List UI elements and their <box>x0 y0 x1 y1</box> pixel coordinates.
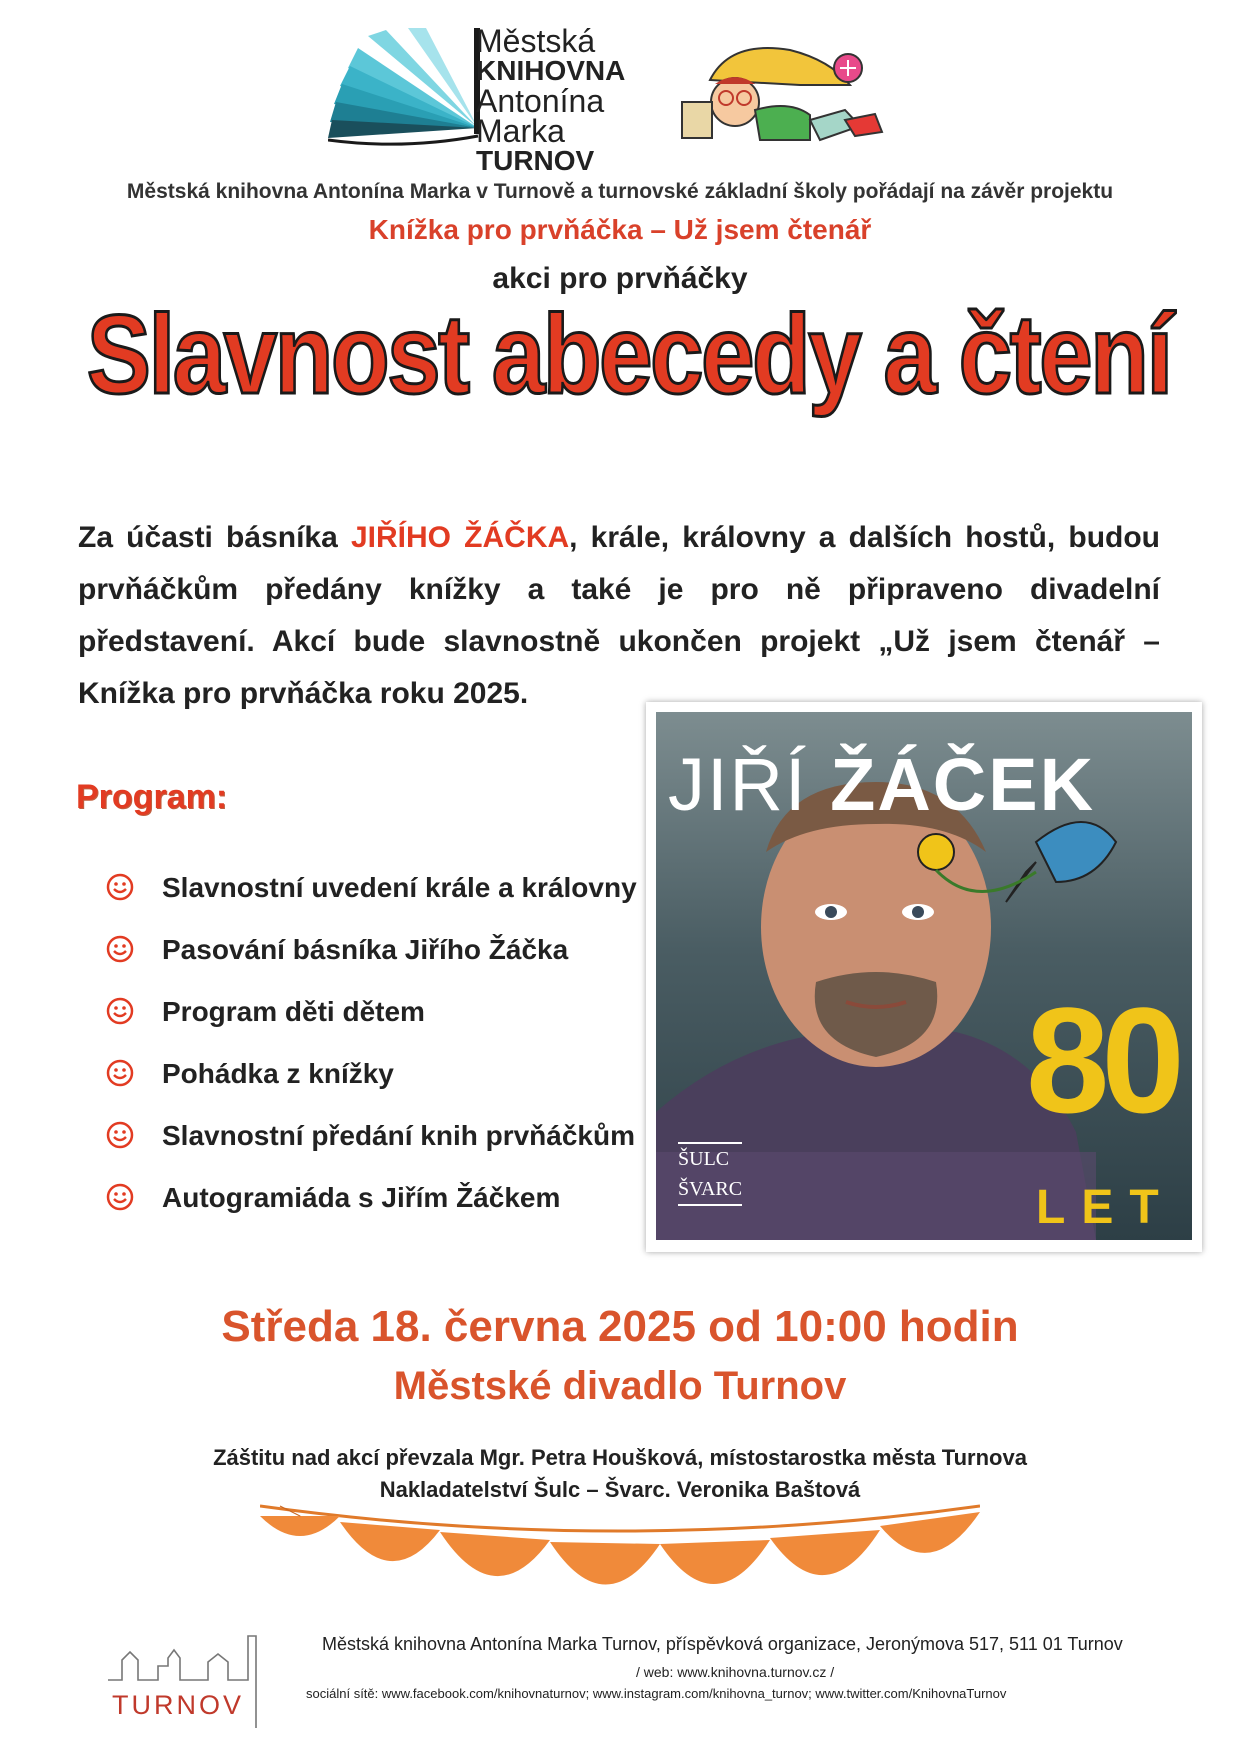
program-item <box>106 1058 394 1098</box>
cover-first-name: JIŘÍ <box>668 743 808 826</box>
cover-title <box>668 742 1095 827</box>
event-description <box>78 512 1160 720</box>
event-venue: Městské divadlo Turnov <box>393 1364 847 1408</box>
program-item <box>106 934 568 974</box>
program-item <box>106 1120 635 1160</box>
program-item <box>106 872 637 912</box>
garland-decoration <box>260 1496 980 1628</box>
logo-line: Městská <box>476 23 596 59</box>
patronage-line: Záštitu nad akcí převzala Mgr. Petra Houšková, místostarostka města Turnova <box>213 1445 1027 1470</box>
footer-web[interactable]: / web: www.knihovna.turnov.cz / <box>636 1664 835 1680</box>
logo-line: KNIHOVNA <box>476 55 626 86</box>
footer-social-links[interactable]: sociální sítě: www.facebook.com/knihovnaturnov; www.instagram.com/knihovna_turnov; www.twitter.com/KnihovnaTurnov <box>306 1686 1007 1701</box>
program-item <box>106 996 425 1036</box>
description-text: , krále, královny a dalších hostů, budou prvňáčkům předány knížky a také je pro ně připraveno divadelní představení. Akcí bude slavnostně ukončen projekt „Už jsem čtenář – Knížka pro prvňáčka roku 2025. <box>78 521 1161 710</box>
smiley-icon <box>106 935 134 963</box>
cover-let: LET <box>1036 1181 1175 1234</box>
audience-text: akci pro prvňáčky <box>492 262 748 295</box>
book-cover <box>656 712 1192 1240</box>
publisher-line: ŠULC <box>678 1148 730 1170</box>
logo-line: TURNOV <box>476 145 595 176</box>
cover-years: 80 <box>1026 976 1177 1144</box>
event-title: Slavnost abecedy a čtení <box>86 292 1171 417</box>
poet-name-highlight: JIŘÍHO ŽÁČKA <box>350 521 570 554</box>
intro-text: Městská knihovna Antonína Marka v Turnově a turnovské základní školy pořádají na závěr projektu <box>126 180 1114 203</box>
publisher-logo <box>678 1142 742 1206</box>
program-item <box>106 1182 560 1222</box>
event-date: Středa 18. června 2025 od 10:00 hodin <box>221 1302 1019 1351</box>
cover-last-name: ŽÁČEK <box>830 743 1096 826</box>
program-item-label: Pohádka z knížky <box>162 1058 394 1089</box>
reading-gnome-illustration <box>660 40 890 150</box>
logo-line: Marka <box>476 113 565 149</box>
turnov-logo-text: TURNOV <box>112 1690 244 1720</box>
patronage-line: Nakladatelství Šulc – Švarc. Veronika Baštová <box>379 1477 861 1502</box>
project-name: Knížka pro prvňáčka – Už jsem čtenář <box>368 214 872 245</box>
program-item-label: Program děti dětem <box>162 996 425 1027</box>
program-item-label: Pasování básníka Jiřího Žáčka <box>162 934 569 965</box>
smiley-icon <box>106 1121 134 1149</box>
smiley-icon <box>106 1059 134 1087</box>
description-text: Za účasti básníka <box>78 521 351 554</box>
program-item-label: Autogramiáda s Jiřím Žáčkem <box>162 1182 561 1213</box>
program-heading: Program: <box>76 778 228 816</box>
logo-line: Antonína <box>476 83 605 119</box>
program-item-label: Slavnostní předání knih prvňáčkům <box>162 1120 636 1151</box>
smiley-icon <box>106 1183 134 1211</box>
smiley-icon <box>106 997 134 1025</box>
publisher-line: ŠVARC <box>678 1178 743 1200</box>
library-logo-text <box>476 23 646 176</box>
smiley-icon <box>106 873 134 901</box>
footer-address: Městská knihovna Antonína Marka Turnov, příspěvková organizace, Jeronýmova 517, 511 01 Turnov <box>322 1634 1123 1654</box>
program-item-label: Slavnostní uvedení krále a královny <box>162 872 637 903</box>
